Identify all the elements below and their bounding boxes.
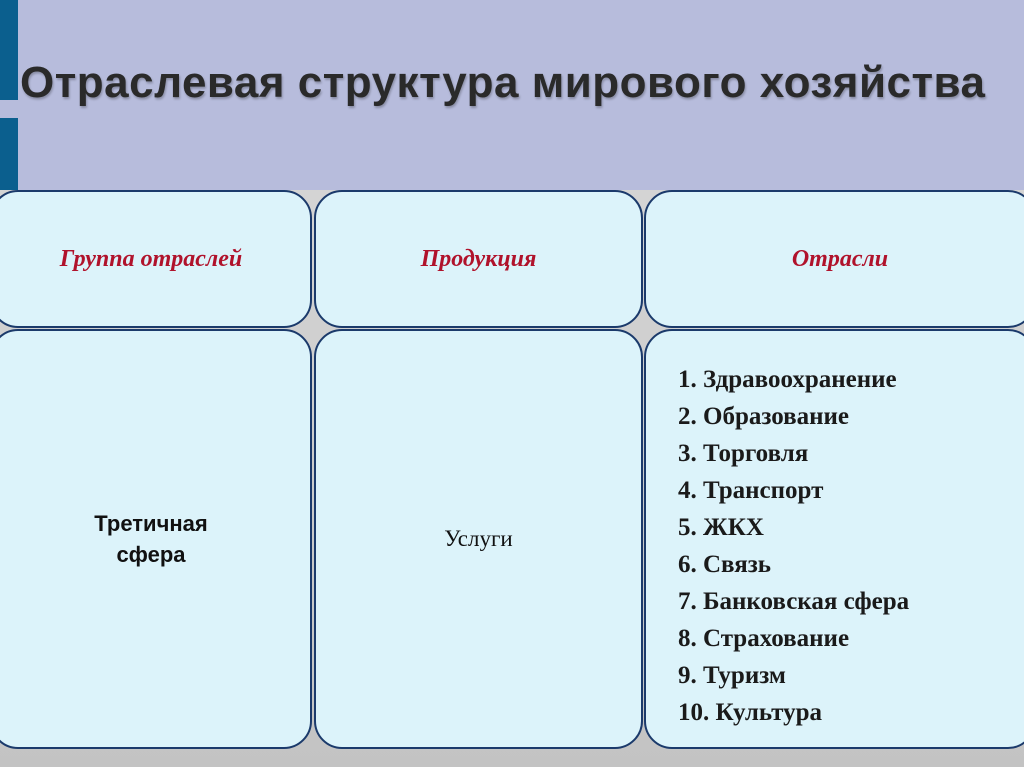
list-item: 8. Страхование — [678, 625, 850, 652]
list-item: 10. Культура — [678, 699, 823, 726]
header-industries-label: Отрасли — [791, 245, 889, 272]
cell-industries — [644, 329, 1024, 749]
list-item: 6. Связь — [678, 551, 772, 578]
accent-bar-top — [0, 0, 18, 100]
list-item: 2. Образование — [678, 403, 850, 430]
product-label: Услуги — [444, 526, 513, 551]
list-item: 4. Транспорт — [678, 477, 824, 504]
cell-sector — [0, 329, 312, 749]
sector-label: Третичная сфера — [94, 511, 208, 567]
header-cell-industries — [644, 190, 1024, 328]
header-cell-group — [0, 190, 312, 328]
slide-title: Отраслевая структура мирового хозяйства — [20, 58, 986, 107]
cell-product — [314, 329, 643, 749]
list-item: 9. Туризм — [678, 662, 786, 689]
header-product-label: Продукция — [420, 245, 537, 272]
list-item: 5. ЖКХ — [678, 514, 764, 541]
industries-list — [678, 361, 909, 731]
header-group-label: Группа отраслей — [59, 245, 243, 272]
accent-bar-bottom — [0, 118, 18, 190]
list-item: 3. Торговля — [678, 440, 809, 467]
list-item: 7. Банковская сфера — [678, 588, 910, 615]
slide-header — [0, 0, 1024, 190]
header-cell-product — [314, 190, 643, 328]
list-item: 1. Здравоохранение — [678, 366, 897, 393]
